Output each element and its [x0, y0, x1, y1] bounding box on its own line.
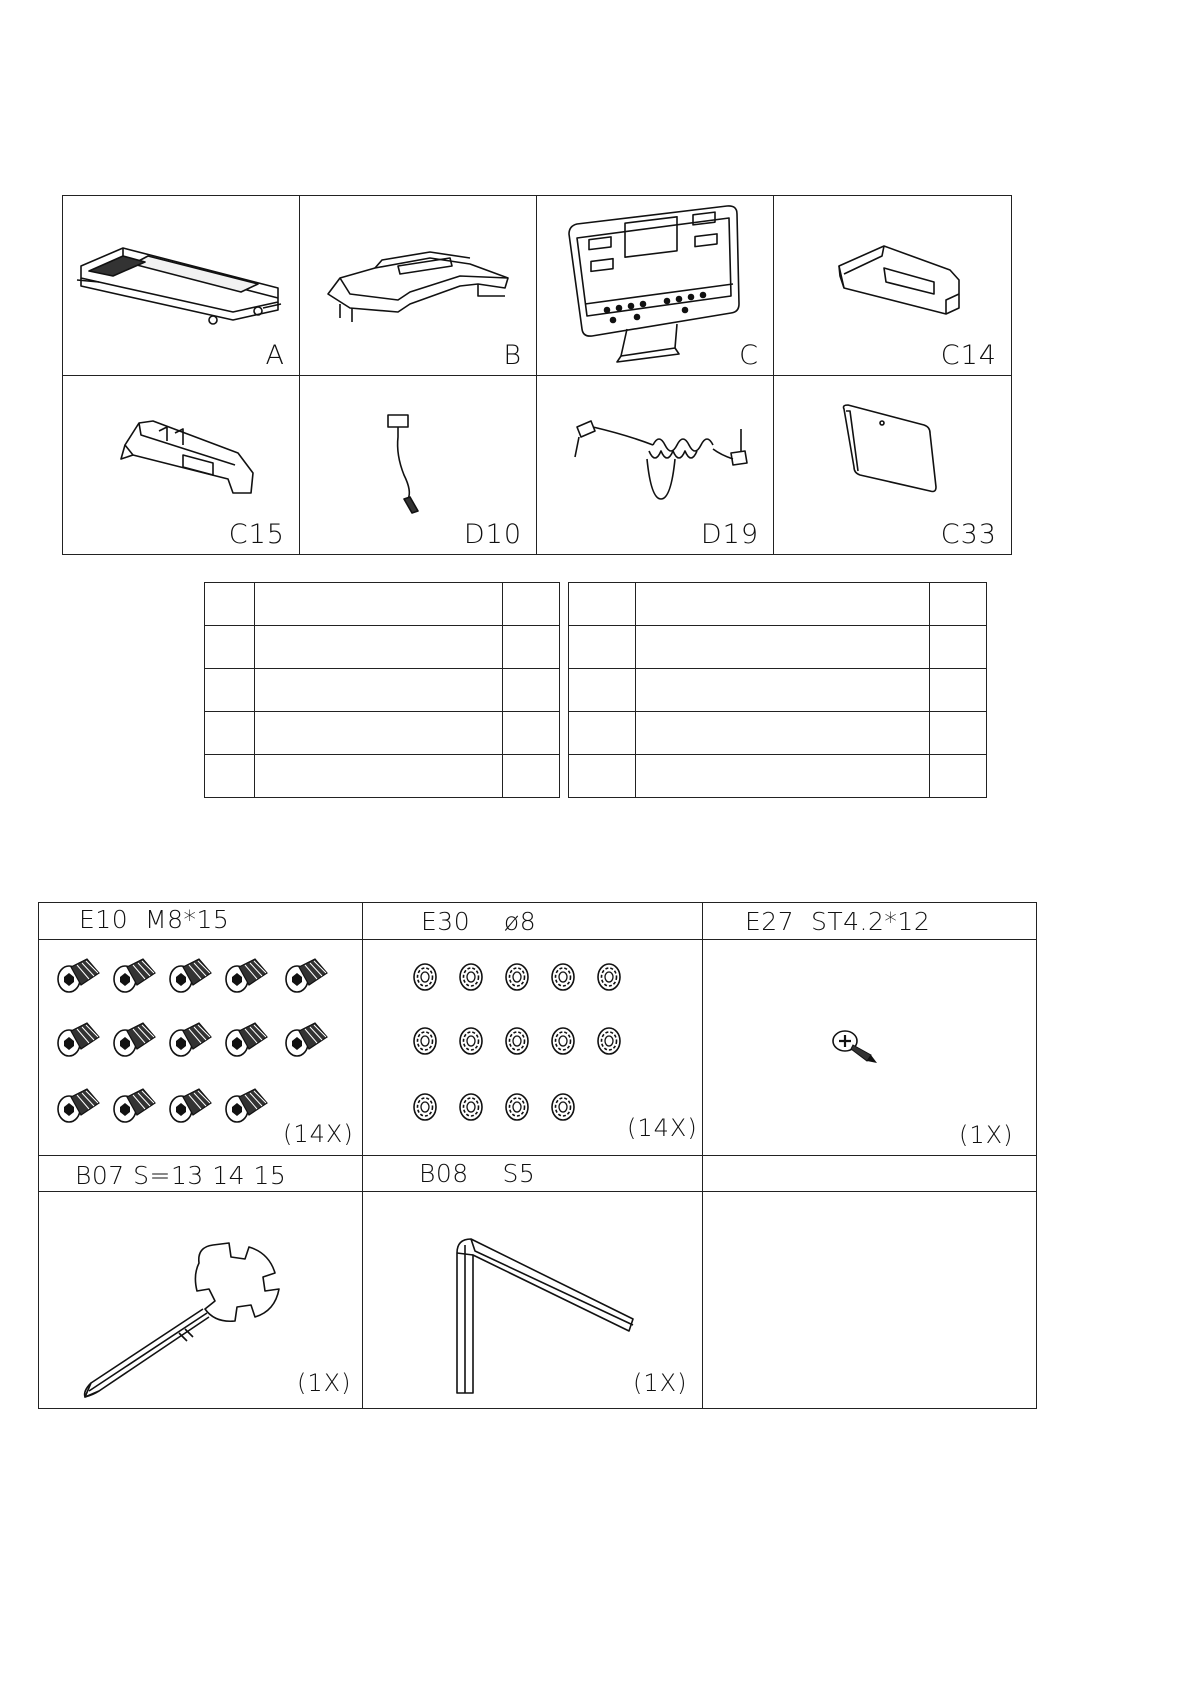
table-row	[205, 669, 987, 712]
quantity-label: (14X)	[283, 1120, 354, 1148]
hardware-code: B08	[419, 1159, 469, 1188]
table-cell	[255, 583, 503, 626]
hardware-header-e10	[79, 905, 229, 934]
hardware-code: B07	[75, 1161, 125, 1190]
quantity-label: (14X)	[627, 1114, 698, 1142]
part-cell-a	[63, 196, 300, 375]
hardware-spec: M8*15	[145, 905, 230, 934]
part-cell-b	[300, 196, 537, 375]
table-cell	[205, 583, 255, 626]
table-cell	[930, 626, 987, 669]
grid-line	[39, 939, 1036, 940]
table-cell	[255, 626, 503, 669]
part-cell-d19	[537, 375, 774, 554]
table-cell	[930, 583, 987, 626]
table-cell	[636, 755, 930, 798]
table-cell	[569, 712, 636, 755]
table-cell	[255, 755, 503, 798]
part-label: C33	[940, 519, 997, 550]
table-separator	[560, 712, 569, 755]
table-cell	[255, 669, 503, 712]
parts-row-1	[63, 196, 1011, 376]
multi-wrench-icon	[69, 1233, 329, 1403]
hardware-header-e27	[745, 907, 930, 936]
table-cell	[205, 626, 255, 669]
part-cell-c33	[774, 375, 1011, 554]
table-cell	[636, 583, 930, 626]
hardware-header-e30	[421, 907, 536, 936]
hardware-code: E10	[79, 905, 129, 934]
part-label: D19	[700, 519, 759, 550]
treadmill-base-icon	[63, 196, 300, 375]
hardware-spec: ø8	[503, 907, 537, 936]
table-separator	[560, 669, 569, 712]
grid-line	[39, 1191, 1036, 1192]
table-cell	[569, 755, 636, 798]
table-cell	[569, 669, 636, 712]
table-cell	[255, 712, 503, 755]
table-cell	[503, 712, 560, 755]
table-separator	[560, 626, 569, 669]
part-cell-c15	[63, 375, 300, 554]
table-row	[205, 626, 987, 669]
table-cell	[503, 583, 560, 626]
parts-grid	[62, 195, 1012, 555]
bolt-icon	[49, 951, 349, 1141]
hardware-code: E27	[745, 907, 795, 936]
grid-line	[39, 1155, 1036, 1156]
part-label: A	[265, 340, 285, 371]
table-cell	[503, 626, 560, 669]
allen-key-icon	[449, 1223, 649, 1399]
part-label: B	[503, 340, 522, 371]
table-cell	[503, 755, 560, 798]
table-cell	[636, 626, 930, 669]
table-row	[205, 583, 987, 626]
table-cell	[205, 755, 255, 798]
table-cell	[636, 669, 930, 712]
part-label: C	[739, 340, 759, 371]
hardware-grid	[38, 902, 1037, 1409]
table-cell	[503, 669, 560, 712]
table-row	[205, 755, 987, 798]
hardware-header-b07	[75, 1161, 286, 1190]
lock-washer-icon	[409, 959, 639, 1139]
table-cell	[205, 712, 255, 755]
part-label: C14	[940, 340, 997, 371]
console-frame-icon	[300, 196, 537, 375]
part-label: D10	[463, 519, 522, 550]
quantity-label: (1X)	[297, 1369, 352, 1397]
table-cell	[636, 712, 930, 755]
hardware-spec: S=13 14 15	[133, 1161, 287, 1190]
screw-icon	[831, 1025, 891, 1069]
hardware-spec: S5	[502, 1159, 536, 1188]
hardware-header-b08	[419, 1159, 535, 1188]
quantity-label: (1X)	[959, 1121, 1014, 1149]
parts-row-2	[63, 375, 1011, 554]
part-label: C15	[228, 519, 285, 550]
table-separator	[560, 583, 569, 626]
table-cell	[205, 669, 255, 712]
table-cell	[569, 626, 636, 669]
table-cell	[930, 755, 987, 798]
parts-list-table	[204, 582, 987, 798]
hardware-code: E30	[421, 907, 471, 936]
table-separator	[560, 755, 569, 798]
hardware-spec: ST4.2*12	[811, 907, 931, 936]
table-cell	[930, 712, 987, 755]
table-cell	[569, 583, 636, 626]
table-row	[205, 712, 987, 755]
part-cell-c14	[774, 196, 1011, 375]
part-cell-c	[537, 196, 774, 375]
table-cell	[930, 669, 987, 712]
part-cell-d10	[300, 375, 537, 554]
quantity-label: (1X)	[633, 1369, 688, 1397]
